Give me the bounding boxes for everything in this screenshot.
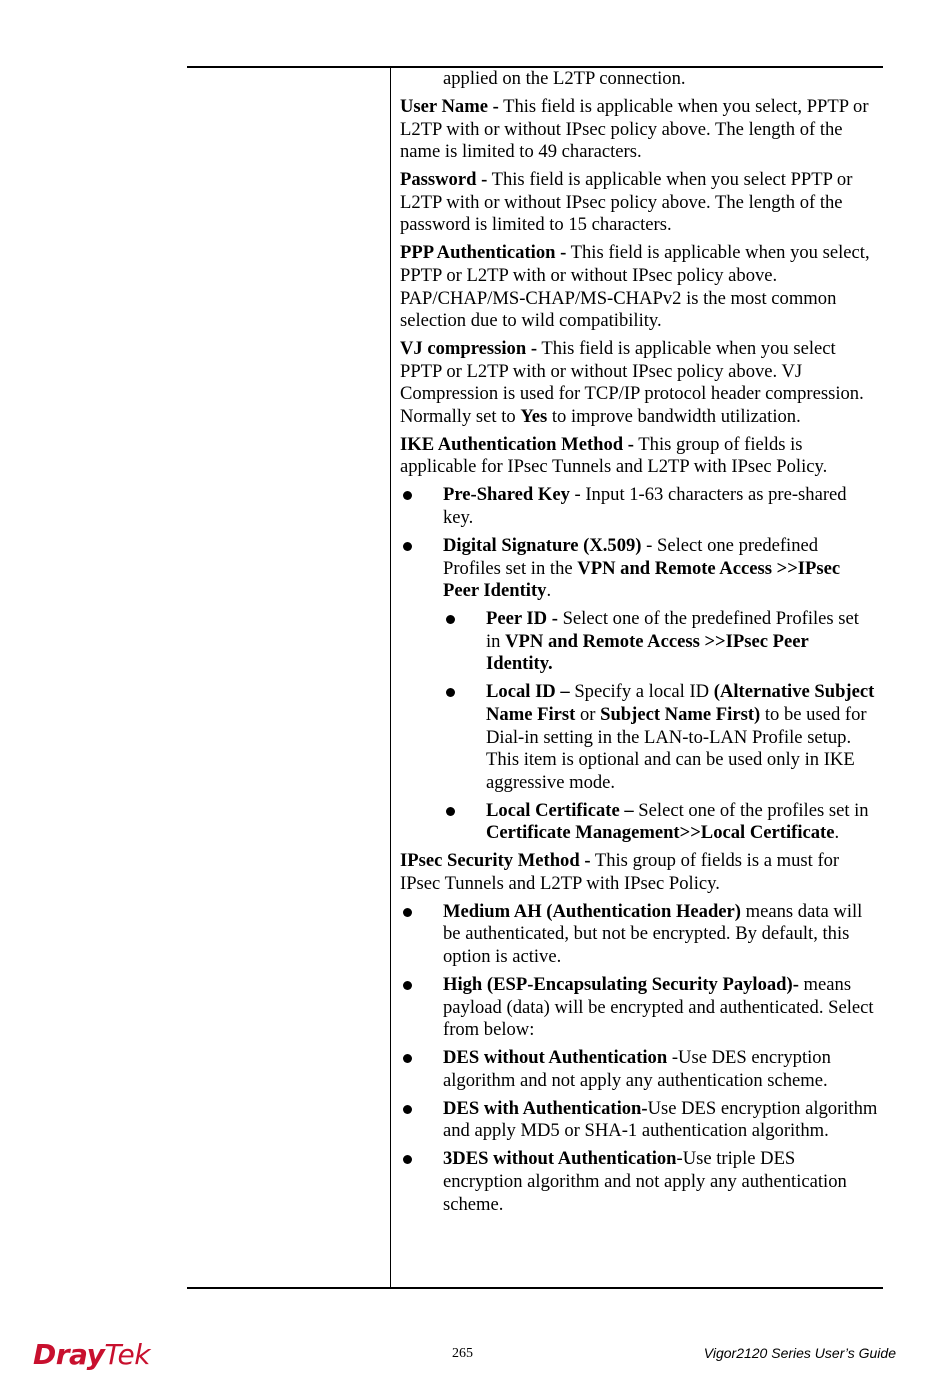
bullet-icon	[403, 1054, 412, 1063]
list-item: Pre-Shared Key - Input 1-63 characters as pre-shared key.	[400, 484, 878, 529]
list-item: 3DES without Authentication-Use triple DES encryption algorithm and not apply any authentication scheme.	[400, 1148, 878, 1216]
draytek-logo: DrayTek	[33, 1338, 150, 1371]
bullet-icon	[446, 615, 455, 624]
bullet-icon	[403, 908, 412, 917]
bullet-icon	[403, 981, 412, 990]
list-item: Digital Signature (X.509) - Select one predefined Profiles set in the VPN and Remote Access >>IPsec Peer Identity.	[400, 535, 878, 603]
bullet-icon	[403, 542, 412, 551]
table-column-divider	[390, 66, 391, 1289]
ppp-auth-label: PPP Authentication -	[400, 242, 567, 264]
list-item: DES with Authentication-Use DES encryption algorithm and apply MD5 or SHA-1 authentication algorithm.	[400, 1098, 878, 1143]
user-name-desc: User Name - This field is applicable when you select, PPTP or L2TP with or without IPsec policy above. The length of the name is limited to 49 characters.	[400, 95, 869, 163]
bullet-icon	[403, 1155, 412, 1164]
page-number: 265	[452, 1346, 473, 1361]
list-item: DES without Authentication -Use DES encryption algorithm and not apply any authentication scheme.	[400, 1047, 878, 1092]
list-item: High (ESP-Encapsulating Security Payload)- means payload (data) will be encrypted and authenticated. Select from below:	[400, 974, 878, 1042]
vj-label: VJ compression -	[400, 338, 538, 360]
guide-title: Vigor2120 Series User’s Guide	[703, 1345, 896, 1361]
list-item: Medium AH (Authentication Header) means data will be authenticated, but not be encrypted. By default, this option is active.	[400, 901, 878, 969]
bullet-icon	[403, 1105, 412, 1114]
bullet-icon	[446, 688, 455, 697]
ipsec-security-desc: IPsec Security Method - This group of fields is a must for IPsec Tunnels and L2TP with IPsec Policy.	[400, 850, 840, 894]
description-column	[400, 68, 878, 1222]
password-desc: Password - This field is applicable when you select PPTP or L2TP with or without IPsec policy above. The length of the password is limited to 15 characters.	[400, 169, 853, 236]
ike-label: IKE Authentication Method -	[400, 433, 634, 455]
ppp-auth-desc: PPP Authentication - This field is applicable when you select, PPTP or L2TP with or without IPsec policy above. PAP/CHAP/MS-CHAP/MS-CHAPv2 is the most common selection due to wild compatibility.	[400, 242, 870, 332]
continuation-text: applied on the L2TP connection.	[443, 68, 686, 89]
user-name-label: User Name -	[400, 95, 499, 117]
ipsec-security-label: IPsec Security Method -	[400, 850, 591, 872]
list-item: Local Certificate – Select one of the profiles set in Certificate Management>>Local Certificate.	[400, 800, 878, 845]
ike-desc: IKE Authentication Method - This group of fields is applicable for IPsec Tunnels and L2TP with IPsec Policy.	[400, 433, 828, 478]
list-item: Peer ID - Select one of the predefined Profiles set in VPN and Remote Access >>IPsec Peer Identity.	[400, 608, 878, 676]
bullet-icon	[446, 807, 455, 816]
vj-desc: VJ compression - This field is applicable when you select PPTP or L2TP with or without IPsec policy above. VJ Compression is used for TCP/IP protocol header compression. Normally set to Yes to improve bandwidth utilization.	[400, 338, 864, 427]
password-label: Password -	[400, 169, 488, 191]
bullet-icon	[403, 491, 412, 500]
list-item: Local ID – Specify a local ID (Alternative Subject Name First or Subject Name First) to be used for Dial-in setting in the LAN-to-LAN Profile setup. This item is optional and can be used only in IKE aggressive mode.	[400, 681, 878, 794]
